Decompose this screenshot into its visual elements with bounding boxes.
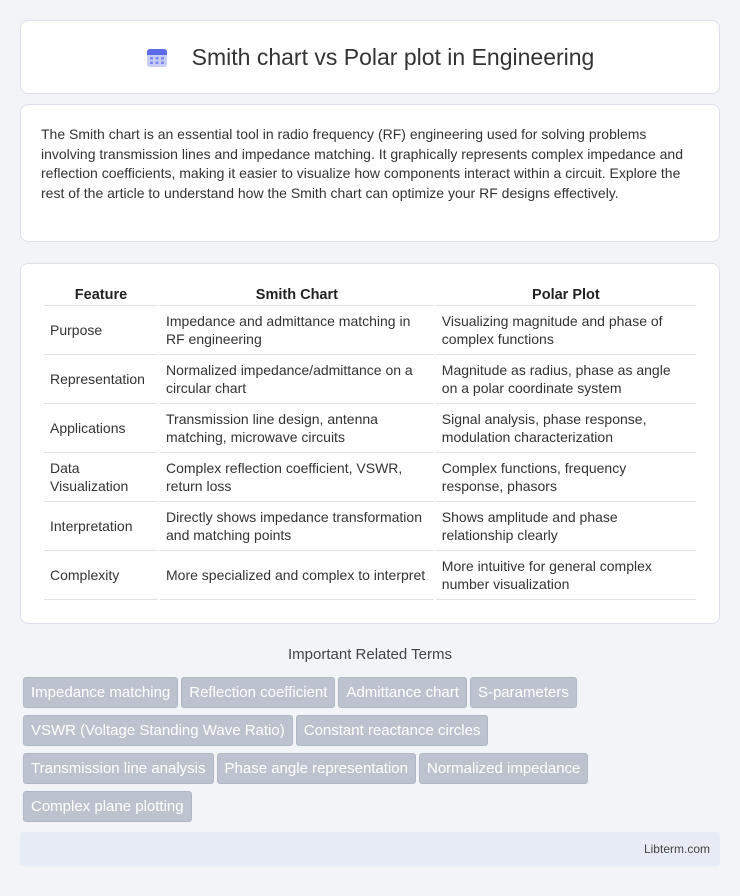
tag-reflection-coefficient[interactable]: Reflection coefficient [181,677,335,708]
table-row [44,453,696,502]
tag-admittance-chart[interactable]: Admittance chart [338,677,467,708]
feature-cell: Applications [44,404,158,453]
polar-cell: Shows amplitude and phase relationship clearly [436,502,696,551]
smith-cell: Directly shows impedance transformation and matching points [160,502,434,551]
header-card [20,20,720,94]
feature-cell: Purpose [44,306,158,355]
table-row [44,306,696,355]
tag-phase-angle-representation[interactable]: Phase angle representation [217,753,416,784]
calendar-icon [146,46,168,68]
footer-site-link[interactable]: Libterm.com [643,842,710,856]
polar-cell: Signal analysis, phase response, modulation characterization [436,404,696,453]
feature-cell: Interpretation [44,502,158,551]
related-terms-title: Important Related Terms [288,646,452,663]
page-title: Smith chart vs Polar plot in Engineering [191,43,595,70]
feature-cell: Representation [44,355,158,404]
tag-impedance-matching[interactable]: Impedance matching [23,677,178,708]
tag-constant-reactance-circles[interactable]: Constant reactance circles [296,715,489,746]
header-smith-chart: Smith Chart [160,284,434,306]
polar-cell: More intuitive for general complex number visualization [436,551,696,600]
table-row [44,502,696,551]
footer [20,832,720,866]
intro-text: The Smith chart is an essential tool in radio frequency (RF) engineering used for solving problems involving transmission lines and impedance matching. It graphically represents complex impedance and reflection coefficients, making it easier to visualize how components interact within a circuit. Explore the rest of the article to understand how the Smith chart can optimize your RF designs effectively. [41,126,684,201]
feature-cell: Complexity [44,551,158,600]
intro-card [20,104,720,242]
polar-cell: Visualizing magnitude and phase of complex functions [436,306,696,355]
table-row [44,404,696,453]
tag-transmission-line-analysis[interactable]: Transmission line analysis [23,753,214,784]
smith-cell: Impedance and admittance matching in RF engineering [160,306,434,355]
table-row [44,355,696,404]
tag-normalized-impedance[interactable]: Normalized impedance [419,753,588,784]
comparison-table [42,284,698,600]
tag-complex-plane-plotting[interactable]: Complex plane plotting [23,791,192,822]
header-polar-plot: Polar Plot [436,284,696,306]
smith-cell: Transmission line design, antenna matching, microwave circuits [160,404,434,453]
header-feature: Feature [44,284,158,306]
tag-vswr[interactable]: VSWR (Voltage Standing Wave Ratio) [23,715,293,746]
tag-s-parameters[interactable]: S-parameters [470,677,577,708]
smith-cell: Complex reflection coefficient, VSWR, return loss [160,453,434,502]
smith-cell: Normalized impedance/admittance on a circular chart [160,355,434,404]
comparison-table-card [20,263,720,624]
polar-cell: Complex functions, frequency response, phasors [436,453,696,502]
polar-cell: Magnitude as radius, phase as angle on a polar coordinate system [436,355,696,404]
smith-cell: More specialized and complex to interpret [160,551,434,600]
table-row [44,551,696,600]
feature-cell: Data Visualization [44,453,158,502]
table-header-row [44,284,696,306]
related-terms-tags [23,677,723,829]
